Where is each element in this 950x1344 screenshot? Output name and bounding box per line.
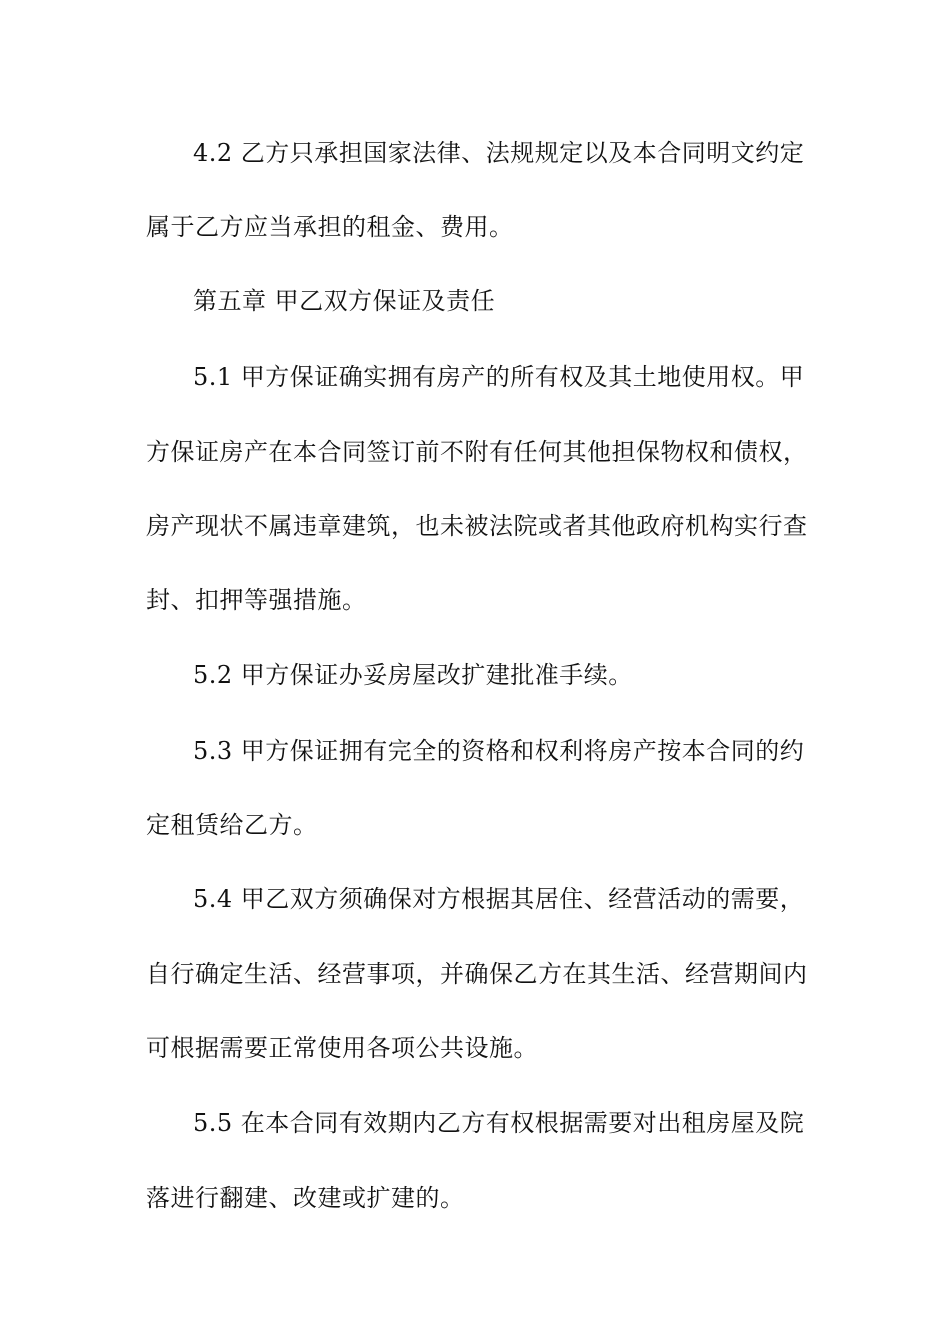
clause-5-1-line-1: 5.1 甲方保证确实拥有房产的所有权及其土地使用权。甲 [193,363,805,391]
clause-5-5-line-2: 落进行翻建、改建或扩建的。 [146,1184,465,1212]
clause-4-2-line-1: 4.2 乙方只承担国家法律、法规规定以及本合同明文约定 [193,139,805,167]
clause-5-3-line-2: 定租赁给乙方。 [146,811,318,839]
clause-4-2-line-2: 属于乙方应当承担的租金、费用。 [146,213,514,241]
clause-5-4-line-3: 可根据需要正常使用各项公共设施。 [146,1034,538,1062]
clause-5-1-line-3: 房产现状不属违章建筑，也未被法院或者其他政府机构实行查 [146,512,808,540]
clause-5-5-line-1: 5.5 在本合同有效期内乙方有权根据需要对出租房屋及院 [193,1109,805,1137]
clause-5-1-line-4: 封、扣押等强措施。 [146,586,367,614]
clause-5-4-line-1: 5.4 甲乙双方须确保对方根据其居住、经营活动的需要， [193,885,805,913]
chapter-5-heading: 第五章 甲乙双方保证及责任 [193,287,496,315]
clause-5-3-line-1: 5.3 甲方保证拥有完全的资格和权利将房产按本合同的约 [193,737,805,765]
clause-5-2-line-1: 5.2 甲方保证办妥房屋改扩建批准手续。 [193,661,633,689]
clause-5-1-line-2: 方保证房产在本合同签订前不附有任何其他担保物权和债权， [146,438,808,466]
clause-5-4-line-2: 自行确定生活、经营事项，并确保乙方在其生活、经营期间内 [146,960,808,988]
